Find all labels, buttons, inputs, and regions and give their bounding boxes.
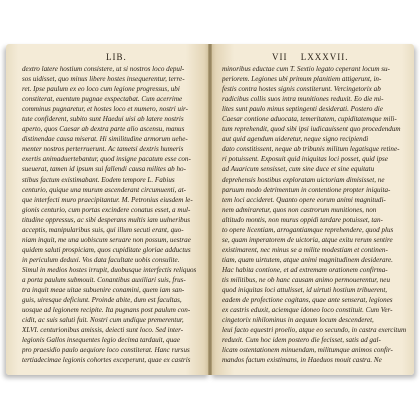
right-page-header: [272, 52, 402, 64]
right-page-book-number: VII: [272, 52, 288, 62]
text-line: guis, uiresque deficiunt. Proinde abite, dum est facultas,: [22, 296, 182, 305]
text-line: ad Auaricum sensisset, cum sine duce et sine equitatu: [222, 165, 375, 174]
text-line: ex castris eduxit, aciemque idoneo loco constituit. Cum Ver-: [222, 306, 393, 315]
text-line: nem admiraretur, quos non castrorum munitiones, non: [222, 205, 377, 214]
text-line: se, quam imperatorem de uictoria, atque exitu rerum sentire: [222, 235, 393, 244]
text-line: dextro latere hostium consistere, ut si nostros loco depul-: [22, 65, 185, 73]
text-line: acceptis, manipularibus suis, qui illum secuti erant, quo-: [22, 225, 184, 234]
text-line: reduxit. Cum hoc idem postero die fecisset, satis ad gal-: [222, 336, 381, 345]
book-gutter: [208, 44, 212, 375]
text-line: cidit, ac suis saluti fuit. Nostri cum undique premerentur,: [22, 316, 184, 325]
right-page-text: [222, 64, 406, 365]
text-line: tute confiderent, subito sunt Haedui uisi ab latere nostris: [22, 115, 184, 124]
text-line: centurio, quique una murum ascenderant circumuenti, at-: [22, 185, 187, 194]
text-line: niam inquit, me una uobiscum seruare non possum, uestrae: [22, 235, 191, 244]
text-line: titudine oppressus, ac sibi desperans multis iam uulneribus: [22, 215, 191, 224]
text-line: exertis animaduertebantur, quod insigne pacatum esse con-: [22, 155, 191, 164]
left-page-text: [22, 64, 204, 365]
text-line: Simul in medios hostes irrupit, duobusque interfectis reliquos: [22, 265, 197, 274]
text-line: paruum modo detrimentum in contentione propter iniquita-: [222, 185, 391, 194]
text-line: tra inquit meae uitae subuenire conamini, quem iam san-: [22, 286, 185, 295]
text-line: sueuerat, tamen id ipsum sui fallendi causa milites ab ho-: [22, 165, 186, 174]
text-line: que interfecti muro praecipitantur. M. Petronius eiusdem le-: [22, 195, 193, 204]
text-line: gionis centurio, cum portas excindere conatus esset, a mul-: [22, 205, 191, 214]
text-line: existimarent, nec minus se a milite modestiam et continen-: [222, 245, 388, 254]
text-line: pro praesidio paulo aequiore loco constiterat. Hanc rursus: [22, 346, 190, 355]
left-page-header: LIB.: [106, 52, 127, 62]
text-line: quod iniquitas loci attulisset, id uirtuti hostium tribuerent,: [222, 286, 388, 295]
text-line: aut quid agendum uideretur, neque signo recipiendi: [222, 135, 369, 144]
text-line: stibus factum existimabant. Eodem tempore L. Fabius: [22, 175, 175, 184]
text-line: tis militibus, ne ob hanc causam animo permouerentur, neu: [222, 275, 391, 284]
text-line: to opere licentiam, arrogantiamque reprehendere, quod plus: [222, 225, 394, 234]
text-line: Caesar contione aduocata, temeritatem, cupiditatemque mili-: [222, 115, 397, 124]
text-line: distinendae causa miserat. Hi similitudine armorum uehe-: [22, 135, 188, 144]
right-page-folio-number: LXXXVII.: [300, 52, 349, 62]
text-line: XLVI. centurionibus amissis, deiecti sunt loco. Sed inter-: [22, 326, 184, 335]
left-page: [6, 44, 210, 375]
right-page: [210, 44, 414, 375]
text-line: quidem saluti prospiciam, quos cupiditate gloriae adductus: [22, 245, 191, 254]
text-line: tiam, quam uirtutem, atque animi magnitudinem desiderare.: [222, 255, 393, 264]
text-line: ret. Ipse paulum ex eo loco cum legione progressus, ubi: [22, 85, 180, 94]
text-line: tertiadecimae legionis cohortes exceperunt, quae ex castris: [22, 356, 191, 365]
text-line: leui facto equestri proelio, atque eo secundo, in castra exercitum: [222, 326, 406, 335]
text-line: dato constitissent, neque ab tribunis militum legatisque retine-: [222, 145, 400, 154]
text-line: licam ostentationem minuendam, militumque animos confir-: [222, 346, 393, 355]
text-line: legionis Gallos insequentes legio decima tardauit, quae: [22, 336, 180, 345]
text-line: Hac habita contione, et ad extremam orationem confirma-: [222, 265, 388, 274]
text-line: festis contra hostes signis constiterunt. Vercingetorix ab: [222, 85, 381, 94]
text-line: uosque ad legionem recipite. Ita pugnans post paulum con-: [22, 306, 191, 315]
text-line: eadem de profectione cogitans, quae ante senserat, legiones: [222, 296, 393, 305]
text-line: mandos factum existimans, in Haeduos mouit castra. Ne: [222, 356, 382, 365]
text-line: radicibus collis suos intra munitiones reduxit. Eo die mi-: [222, 95, 384, 104]
text-line: menter nostros perterruerunt. Ac tametsi dextris humeris: [22, 145, 184, 154]
text-line: cingetorix nihilominus in aequum locum descenderet,: [222, 316, 374, 325]
text-line: constiterat, euentum pugnae exspectabat. Cum acerrime: [22, 95, 183, 104]
text-line: in periculum deduxi. Vos data facultate uobis consulite.: [22, 255, 180, 264]
text-line: aperto, quos Caesar ab dextra parte alio ascensu, manus: [22, 125, 185, 134]
text-line: periorem. Legiones ubi primum planitiem attigerunt, in-: [222, 75, 382, 84]
text-line: altitudo montis, non murus oppidi tardare potuisset, tan-: [222, 215, 383, 224]
text-line: deprehensis hostibus exploratam uictoriam dimisisset, ne: [222, 175, 385, 184]
text-line: tum reprehendit, quod sibi ipsi iudicauissent quo procedendum: [222, 125, 401, 134]
text-line: tem loci accideret. Quanto opere eorum animi magnitudi-: [222, 195, 386, 204]
text-line: comminus pugnaretur, et hostes loco et numero, nostri uir-: [22, 105, 189, 114]
text-line: a porta paulum submouit. Conantibus auxiliari suis, frus-: [22, 275, 186, 284]
text-line: ri potuissent. Exposuit quid iniquitas loci posset, quid ipse: [222, 155, 388, 164]
text-line: lites sunt paulo minus septingenti desiderati. Postero die: [222, 105, 383, 114]
text-line: sos uidisset, quo minus libere hostes insequerentur, terre-: [22, 75, 185, 84]
text-line: minoribus eductae cum T. Sextio legato ceperant locum su-: [222, 65, 390, 73]
open-book: [6, 44, 414, 375]
